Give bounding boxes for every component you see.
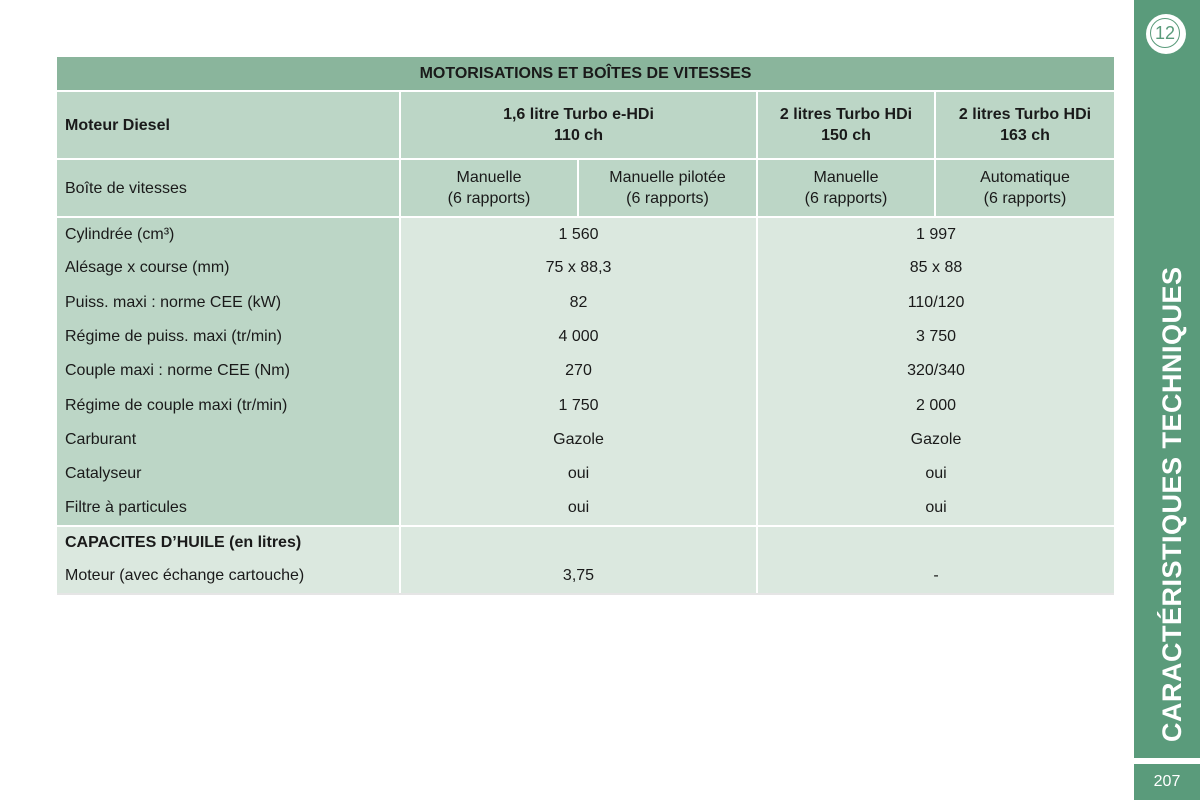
table-row bbox=[57, 286, 1114, 320]
gearbox-2-ratios: (6 rapports) bbox=[626, 190, 709, 207]
row-label: Régime de couple maxi (tr/min) bbox=[57, 388, 400, 422]
value-engine-1: oui bbox=[400, 491, 757, 525]
value-engine-2: oui bbox=[757, 491, 1114, 525]
engine-2-power: 150 ch bbox=[821, 127, 871, 144]
value-engine-1: Gazole bbox=[400, 423, 757, 457]
engine-label: Moteur Diesel bbox=[57, 91, 400, 159]
value-engine-1: 270 bbox=[400, 354, 757, 388]
value-engine-2: 2 000 bbox=[757, 388, 1114, 422]
gearbox-4-ratios: (6 rapports) bbox=[983, 190, 1067, 207]
engine-3-power: 163 ch bbox=[1000, 127, 1050, 144]
value-engine-1: oui bbox=[400, 457, 757, 491]
engine-spec-table bbox=[57, 57, 1114, 595]
table-row bbox=[57, 354, 1114, 388]
page-number: 207 bbox=[1134, 764, 1200, 800]
gearbox-1-type: Manuelle bbox=[456, 169, 522, 186]
row-label: Couple maxi : norme CEE (Nm) bbox=[57, 354, 400, 388]
gearbox-1-ratios: (6 rapports) bbox=[447, 190, 531, 207]
row-label: Puiss. maxi : norme CEE (kW) bbox=[57, 286, 400, 320]
value-engine-2: 1 997 bbox=[757, 217, 1114, 251]
value-engine-2: Gazole bbox=[757, 423, 1114, 457]
oil-capacity-header-row bbox=[57, 526, 1114, 560]
table-row bbox=[57, 423, 1114, 457]
engine-2-name: 2 litres Turbo HDi bbox=[779, 106, 913, 123]
gearbox-2 bbox=[578, 159, 757, 217]
gearbox-3-ratios: (6 rapports) bbox=[804, 190, 888, 207]
engine-1-power: 110 ch bbox=[554, 127, 603, 144]
oil-empty-cell bbox=[400, 526, 757, 560]
oil-value-engine-1: 3,75 bbox=[400, 560, 757, 594]
value-engine-1: 4 000 bbox=[400, 320, 757, 354]
oil-row-label: Moteur (avec échange cartouche) bbox=[57, 560, 400, 594]
table-row bbox=[57, 491, 1114, 525]
value-engine-1: 82 bbox=[400, 286, 757, 320]
oil-value-engine-2: - bbox=[757, 560, 1114, 594]
engine-header-1 bbox=[400, 91, 757, 159]
gearbox-2-type: Manuelle pilotée bbox=[609, 169, 726, 186]
table-title: MOTORISATIONS ET BOÎTES DE VITESSES bbox=[57, 57, 1114, 91]
row-label: Catalyseur bbox=[57, 457, 400, 491]
gearbox-label: Boîte de vitesses bbox=[57, 159, 400, 217]
value-engine-1: 1 750 bbox=[400, 388, 757, 422]
table-row bbox=[57, 388, 1114, 422]
table-row bbox=[57, 251, 1114, 285]
gearbox-3-type: Manuelle bbox=[813, 169, 879, 186]
gearbox-4-type: Automatique bbox=[980, 169, 1070, 186]
engine-header-row bbox=[57, 91, 1114, 159]
value-engine-2: 320/340 bbox=[757, 354, 1114, 388]
gearbox-3 bbox=[757, 159, 935, 217]
table-row bbox=[57, 457, 1114, 491]
row-label: Alésage x course (mm) bbox=[57, 251, 400, 285]
row-label: Filtre à particules bbox=[57, 491, 400, 525]
chapter-number: 12 bbox=[1150, 18, 1180, 48]
oil-capacity-row bbox=[57, 560, 1114, 594]
oil-capacity-title: CAPACITES D’HUILE (en litres) bbox=[57, 526, 400, 560]
gearbox-4 bbox=[935, 159, 1114, 217]
gearbox-header-row bbox=[57, 159, 1114, 217]
oil-empty-cell bbox=[757, 526, 1114, 560]
row-label: Cylindrée (cm³) bbox=[57, 217, 400, 251]
row-label: Carburant bbox=[57, 423, 400, 457]
engine-header-3 bbox=[935, 91, 1114, 159]
table-title-row bbox=[57, 57, 1114, 91]
value-engine-2: 3 750 bbox=[757, 320, 1114, 354]
section-title: CARACTÉRISTIQUES TECHNIQUES bbox=[1157, 266, 1187, 742]
value-engine-1: 75 x 88,3 bbox=[400, 251, 757, 285]
engine-3-name: 2 litres Turbo HDi bbox=[958, 106, 1092, 123]
value-engine-2: oui bbox=[757, 457, 1114, 491]
gearbox-1 bbox=[400, 159, 578, 217]
value-engine-1: 1 560 bbox=[400, 217, 757, 251]
table-row bbox=[57, 217, 1114, 251]
table-row bbox=[57, 320, 1114, 354]
engine-1-name: 1,6 litre Turbo e-HDi bbox=[503, 106, 654, 123]
value-engine-2: 85 x 88 bbox=[757, 251, 1114, 285]
engine-header-2 bbox=[757, 91, 935, 159]
row-label: Régime de puiss. maxi (tr/min) bbox=[57, 320, 400, 354]
value-engine-2: 110/120 bbox=[757, 286, 1114, 320]
chapter-badge bbox=[1146, 14, 1186, 54]
